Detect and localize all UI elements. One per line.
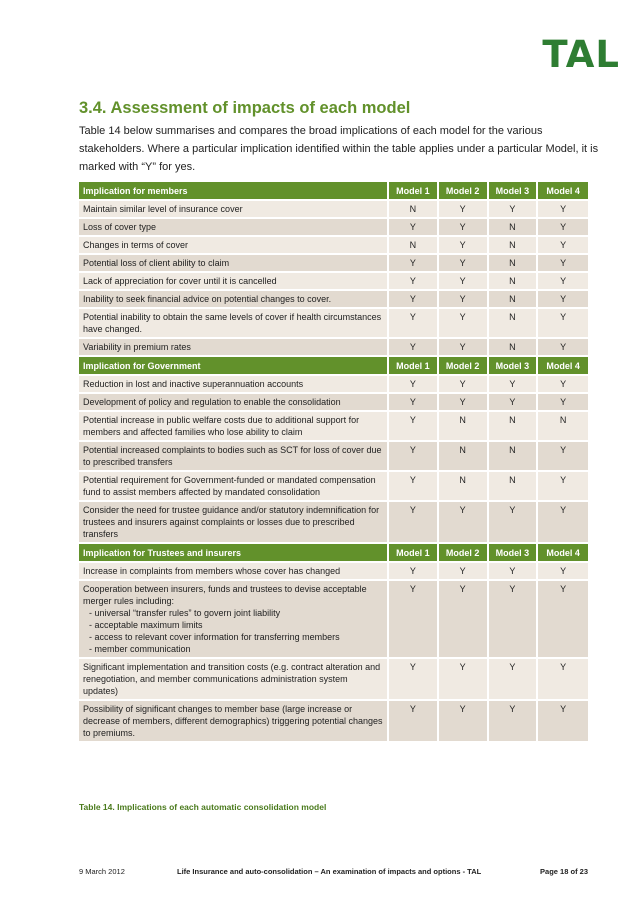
table-row [79, 291, 588, 307]
implication-cell [79, 701, 389, 741]
model-value-cell: Y [538, 201, 588, 217]
model-value-cell: Y [389, 291, 439, 307]
model-value-cell: N [538, 412, 588, 440]
model-value-cell: Y [389, 394, 439, 410]
model-value-cell: Y [439, 237, 489, 253]
section-header-row [79, 182, 588, 199]
footer-title: Life Insurance and auto-consolidation – An examination of impacts and options - TAL [177, 867, 482, 876]
implication-cell [79, 659, 389, 699]
model-value-cell: Y [389, 442, 439, 470]
model-value-cell: Y [538, 394, 588, 410]
implication-label: Potential increased complaints to bodies such as SCT for loss of cover due to prescribed transfers [83, 445, 382, 467]
model-value-cell: Y [439, 581, 489, 657]
table-row [79, 659, 588, 699]
section-title: Implication for members [79, 182, 389, 199]
model-value-cell: N [489, 273, 539, 289]
model-header-cell: Model 3 [489, 357, 539, 374]
table-row [79, 339, 588, 355]
model-value-cell: Y [439, 659, 489, 699]
implication-label: Significant implementation and transition costs (e.g. contract alteration and renegotiation, and member communications administration system updates) [83, 662, 381, 696]
model-value-cell: N [489, 309, 539, 337]
implication-bullet: - universal “transfer rules” to govern joint liability [89, 608, 281, 618]
model-header-cell: Model 2 [439, 182, 489, 199]
model-value-cell: Y [489, 502, 539, 542]
model-value-cell: Y [538, 309, 588, 337]
model-value-cell: Y [439, 339, 489, 355]
section-title: Implication for Government [79, 357, 389, 374]
implication-cell [79, 273, 389, 289]
impacts-table [79, 180, 588, 743]
implication-cell [79, 291, 389, 307]
model-value-cell: Y [389, 376, 439, 392]
model-value-cell: N [389, 237, 439, 253]
implication-cell [79, 502, 389, 542]
footer-page-number: Page 18 of 23 [540, 867, 588, 876]
implication-label: Consider the need for trustee guidance and/or statutory indemnification for trustees and insurers against complaints or losses due to prescribed transfers [83, 505, 380, 539]
model-value-cell: Y [389, 502, 439, 542]
model-header-cell: Model 3 [489, 544, 539, 561]
implication-bullet: - acceptable maximum limits [89, 620, 203, 630]
section-title: Implication for Trustees and insurers [79, 544, 389, 561]
table-row [79, 376, 588, 392]
model-value-cell: Y [489, 563, 539, 579]
section-header-row [79, 544, 588, 561]
model-value-cell: Y [538, 255, 588, 271]
table-row [79, 701, 588, 741]
model-value-cell: Y [389, 339, 439, 355]
implication-cell [79, 237, 389, 253]
model-header-cell: Model 1 [389, 182, 439, 199]
model-value-cell: Y [439, 563, 489, 579]
implication-label: Inability to seek financial advice on potential changes to cover. [83, 294, 332, 304]
table-caption: Table 14. Implications of each automatic consolidation model [79, 802, 327, 812]
implication-cell [79, 309, 389, 337]
implication-cell [79, 563, 389, 579]
model-value-cell: N [489, 255, 539, 271]
model-value-cell: Y [538, 659, 588, 699]
section-header-row [79, 357, 588, 374]
model-value-cell: Y [489, 659, 539, 699]
model-value-cell: Y [439, 291, 489, 307]
model-value-cell: Y [538, 376, 588, 392]
implication-label: Loss of cover type [83, 222, 157, 232]
implication-label: Changes in terms of cover [83, 240, 189, 250]
model-value-cell: Y [439, 376, 489, 392]
implication-cell [79, 394, 389, 410]
implication-cell [79, 255, 389, 271]
table-row [79, 237, 588, 253]
table-row [79, 442, 588, 470]
implication-label: Potential loss of client ability to claim [83, 258, 230, 268]
model-value-cell: N [489, 472, 539, 500]
footer-date: 9 March 2012 [79, 867, 125, 876]
implication-cell [79, 201, 389, 217]
model-value-cell: Y [389, 412, 439, 440]
model-header-cell: Model 2 [439, 544, 489, 561]
page-footer [79, 867, 588, 877]
impacts-table-body [79, 182, 588, 741]
model-value-cell: Y [538, 701, 588, 741]
model-header-cell: Model 4 [538, 357, 588, 374]
model-value-cell: Y [538, 339, 588, 355]
model-value-cell: N [489, 237, 539, 253]
model-value-cell: Y [489, 581, 539, 657]
table-row [79, 581, 588, 657]
table-row [79, 273, 588, 289]
model-value-cell: N [439, 472, 489, 500]
model-value-cell: Y [489, 394, 539, 410]
model-value-cell: N [439, 442, 489, 470]
model-header-cell: Model 4 [538, 182, 588, 199]
implication-label: Possibility of significant changes to member base (large increase or decrease of members, different demographics) triggering potential changes to premiums. [83, 704, 383, 738]
implication-label: Variability in premium rates [83, 342, 191, 352]
table-row [79, 502, 588, 542]
table-row [79, 472, 588, 500]
implication-label: Maintain similar level of insurance cover [83, 204, 243, 214]
implication-cell [79, 581, 389, 657]
model-value-cell: Y [538, 219, 588, 235]
model-value-cell: Y [489, 376, 539, 392]
model-value-cell: Y [389, 581, 439, 657]
implication-cell [79, 412, 389, 440]
implication-bullet: - access to relevant cover information for transferring members [89, 632, 340, 642]
section-heading: 3.4. Assessment of impacts of each model [79, 99, 411, 117]
tal-logo: TAL [542, 33, 620, 76]
model-value-cell: Y [389, 219, 439, 235]
model-value-cell: Y [538, 237, 588, 253]
model-value-cell: N [489, 339, 539, 355]
model-value-cell: N [489, 442, 539, 470]
model-value-cell: N [439, 412, 489, 440]
model-header-cell: Model 3 [489, 182, 539, 199]
table-row [79, 394, 588, 410]
table-row [79, 201, 588, 217]
model-value-cell: N [389, 201, 439, 217]
implication-label: Potential inability to obtain the same levels of cover if health circumstances have changed. [83, 312, 382, 334]
implication-label: Potential increase in public welfare costs due to additional support for members and affected families who lose ability to claim [83, 415, 360, 437]
implication-cell [79, 442, 389, 470]
table-row [79, 255, 588, 271]
model-value-cell: N [489, 412, 539, 440]
model-value-cell: Y [439, 502, 489, 542]
model-value-cell: Y [538, 502, 588, 542]
model-value-cell: Y [439, 701, 489, 741]
table-row [79, 412, 588, 440]
model-value-cell: Y [439, 309, 489, 337]
model-value-cell: Y [439, 255, 489, 271]
implication-cell [79, 339, 389, 355]
model-value-cell: Y [389, 472, 439, 500]
model-header-cell: Model 1 [389, 544, 439, 561]
model-value-cell: Y [389, 659, 439, 699]
implication-cell [79, 219, 389, 235]
table-row [79, 219, 588, 235]
model-header-cell: Model 4 [538, 544, 588, 561]
model-header-cell: Model 1 [389, 357, 439, 374]
implication-label: Development of policy and regulation to enable the consolidation [83, 397, 341, 407]
implication-label: Reduction in lost and inactive superannuation accounts [83, 379, 304, 389]
model-value-cell: Y [439, 273, 489, 289]
model-value-cell: N [489, 291, 539, 307]
intro-paragraph: Table 14 below summarises and compares the broad implications of each model for the various stakeholders. Where a particular implication identified within the table applies under a particular Model, it is marked with “Y” for yes. [79, 125, 599, 173]
implication-bullet-list [83, 607, 383, 655]
table-row [79, 309, 588, 337]
model-value-cell: Y [489, 701, 539, 741]
table-row [79, 563, 588, 579]
implication-cell [79, 472, 389, 500]
model-value-cell: Y [389, 701, 439, 741]
implication-label: Increase in complaints from members whose cover has changed [83, 566, 341, 576]
implication-bullet: - member communication [89, 644, 191, 654]
model-value-cell: Y [538, 273, 588, 289]
model-value-cell: Y [439, 219, 489, 235]
model-value-cell: Y [538, 291, 588, 307]
implication-label: Potential requirement for Government-funded or mandated compensation fund to assist members affected by mandated consolidation [83, 475, 376, 497]
implication-label: Lack of appreciation for cover until it is cancelled [83, 276, 277, 286]
model-value-cell: Y [439, 394, 489, 410]
model-value-cell: Y [538, 472, 588, 500]
model-value-cell: Y [538, 442, 588, 470]
model-header-cell: Model 2 [439, 357, 489, 374]
model-value-cell: Y [389, 273, 439, 289]
model-value-cell: Y [538, 563, 588, 579]
model-value-cell: Y [389, 563, 439, 579]
implication-label: Cooperation between insurers, funds and trustees to devise acceptable merger rules including: [83, 584, 367, 606]
implication-cell [79, 376, 389, 392]
model-value-cell: Y [439, 201, 489, 217]
model-value-cell: Y [389, 255, 439, 271]
model-value-cell: Y [538, 581, 588, 657]
model-value-cell: Y [489, 201, 539, 217]
model-value-cell: Y [389, 309, 439, 337]
model-value-cell: N [489, 219, 539, 235]
